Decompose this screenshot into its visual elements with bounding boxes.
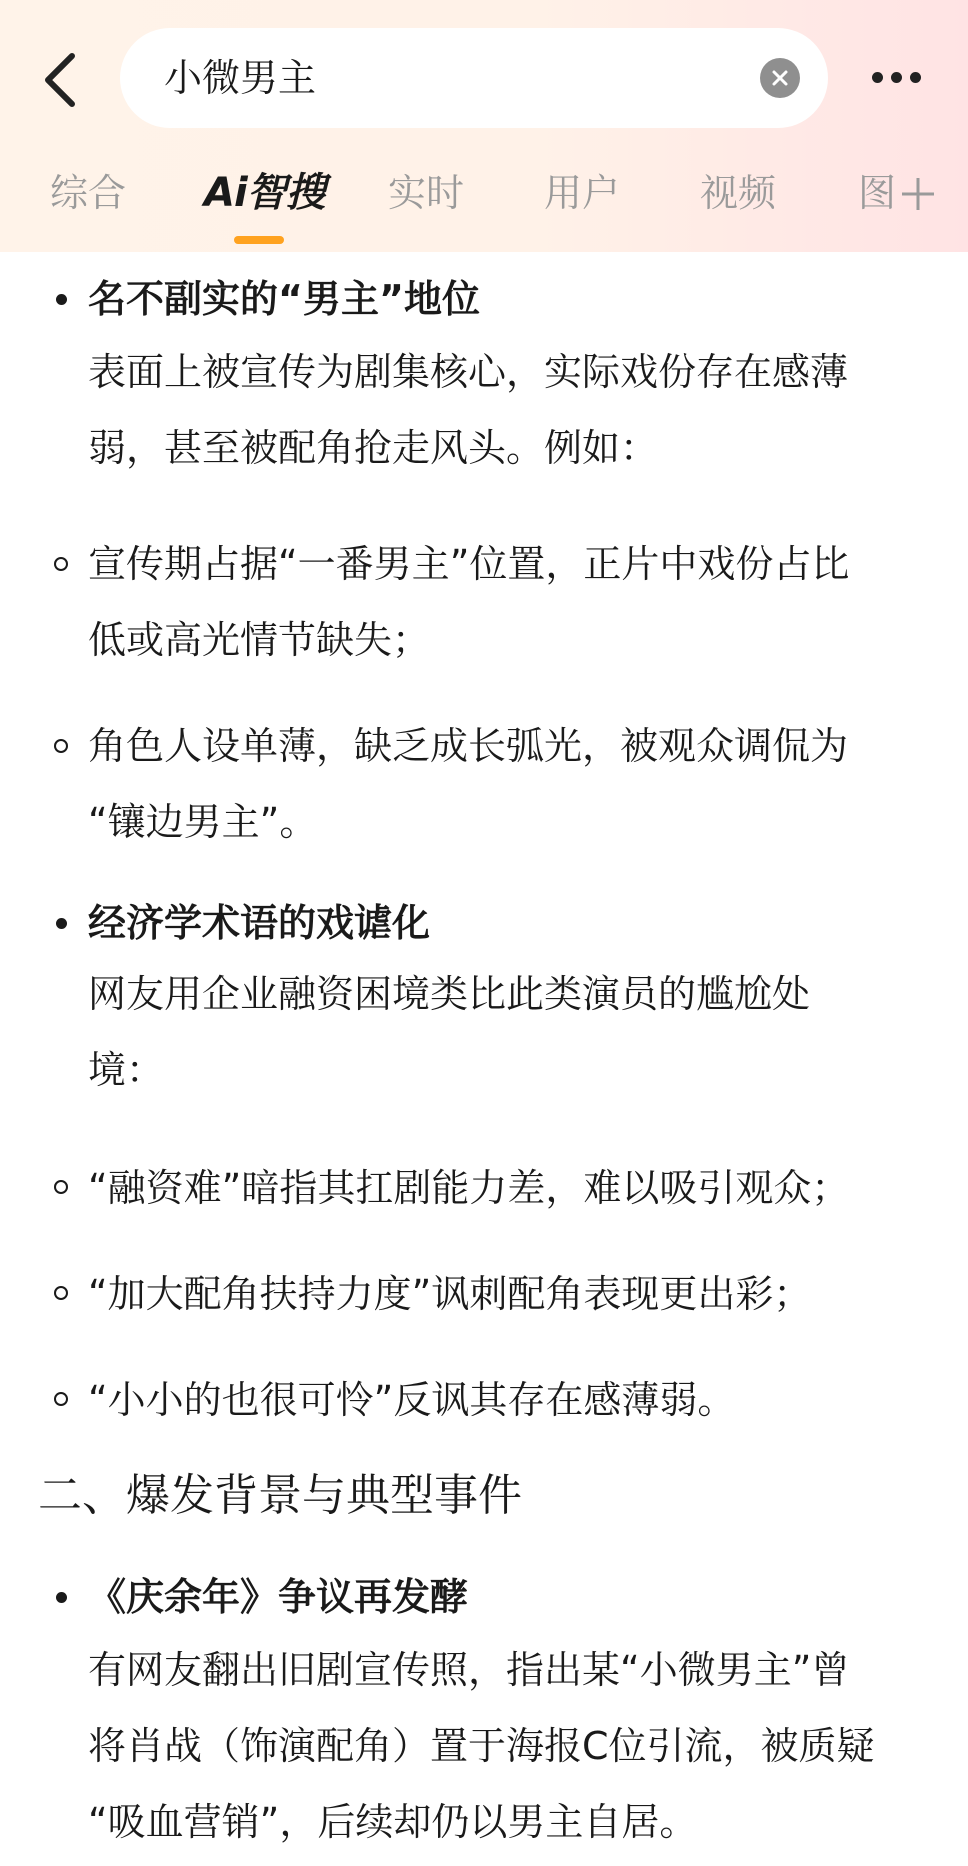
text-line: 角色人设单薄，缺乏成长弧光，被观众调侃为 — [88, 724, 849, 768]
tab-videos[interactable]: 视频 — [700, 171, 777, 215]
back-button[interactable] — [30, 40, 90, 120]
item-heading: 《庆余年》争议再发酵 — [88, 1575, 469, 1619]
more-dot-icon — [891, 72, 902, 83]
text-line: 将肖战（饰演配角）置于海报C位引流，被质疑 — [88, 1724, 875, 1768]
sub-item — [88, 526, 928, 678]
text-line: 表面上被宣传为剧集核心，实际戏份存在感薄 — [88, 350, 849, 394]
more-dot-icon — [910, 72, 921, 83]
sub-item — [88, 708, 928, 860]
item-description — [88, 334, 928, 486]
text-line: 网友用企业融资困境类比此类演员的尴尬处 — [88, 972, 811, 1016]
bullet-icon — [56, 1592, 67, 1603]
close-icon — [771, 69, 789, 87]
clear-search-button[interactable] — [760, 58, 800, 98]
text-line: “吸血营销”，后续却仍以男主自居。 — [88, 1800, 698, 1844]
item-description — [88, 1632, 928, 1860]
section-title: 二、爆发背景与典型事件 — [38, 1470, 522, 1521]
text-line: 宣传期占据“一番男主”位置，正片中戏份占比 — [88, 542, 850, 586]
text-line: 弱，甚至被配角抢走风头。例如： — [88, 426, 659, 470]
text-line: “加大配角扶持力度”讽刺配角表现更出彩； — [88, 1272, 812, 1316]
more-dot-icon — [872, 72, 883, 83]
tab-ai-search[interactable] — [204, 168, 325, 218]
chevron-left-icon — [42, 52, 78, 108]
item-description — [88, 956, 928, 1108]
search-query-text: 小微男主 — [164, 56, 317, 100]
more-options-button[interactable] — [872, 60, 968, 94]
tab-users[interactable]: 用户 — [544, 171, 621, 215]
bullet-icon — [56, 294, 67, 305]
sub-bullet-icon — [54, 1392, 68, 1406]
bullet-icon — [56, 918, 67, 929]
text-line: 境： — [88, 1048, 165, 1092]
tab-comprehensive[interactable]: 综合 — [50, 171, 127, 215]
item-heading: 经济学术语的戏谑化 — [88, 901, 431, 945]
plus-icon — [898, 174, 938, 214]
sub-bullet-icon — [54, 1286, 68, 1300]
tab-images-label: 图 — [858, 171, 897, 215]
add-tab-button[interactable] — [898, 174, 938, 214]
sub-item — [88, 1150, 928, 1226]
search-input[interactable] — [120, 28, 828, 128]
tab-realtime[interactable]: 实时 — [388, 171, 465, 215]
tab-images-partial[interactable] — [858, 168, 897, 218]
text-line: “融资难”暗指其扛剧能力差，难以吸引观众； — [88, 1166, 850, 1210]
sub-item — [88, 1256, 928, 1332]
item-heading: 名不副实的“男主”地位 — [88, 277, 480, 321]
search-header — [0, 0, 968, 252]
sub-bullet-icon — [54, 557, 68, 571]
text-line: “镶边男主”。 — [88, 800, 318, 844]
sub-item — [88, 1362, 928, 1438]
tab-ai-search-label: Ai智搜 — [204, 170, 325, 216]
sub-bullet-icon — [54, 1180, 68, 1194]
text-line: 有网友翻出旧剧宣传照，指出某“小微男主”曾 — [88, 1648, 850, 1692]
active-tab-indicator — [234, 236, 284, 244]
text-line: 低或高光情节缺失； — [88, 618, 431, 662]
sub-bullet-icon — [54, 739, 68, 753]
text-line: “小小的也很可怜”反讽其存在感薄弱。 — [88, 1378, 736, 1422]
